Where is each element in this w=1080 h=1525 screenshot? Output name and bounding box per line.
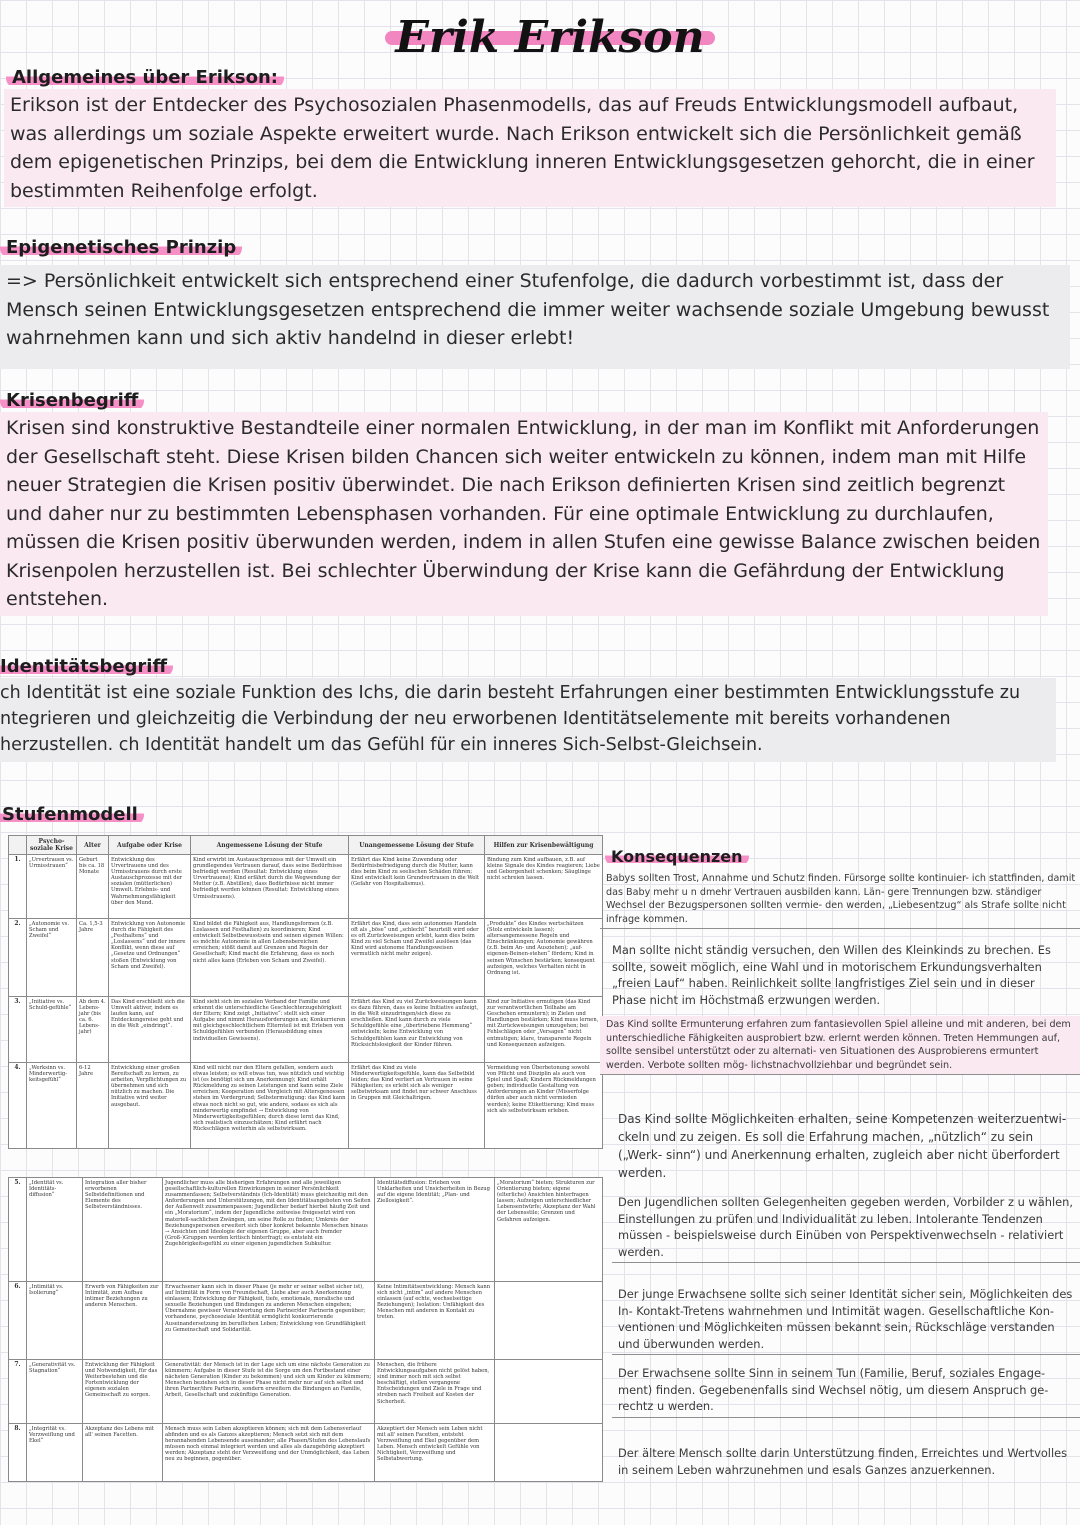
cell-schlecht: Identitätsdiffusion: Erleben von Unklarheiten und Unsicherheiten in Bezug auf die eigene Identität; „Plan- und Ziellosigkeit“. [375,1178,495,1282]
stages-table-lower [8,1177,602,1482]
cell-schlecht: Erfährt das Kind zu viele Minderwertigkeitsgefühle, kann das Selbstbild leiden; das Kind verliert an Vertrauen in seine Fähigkeiten; es erlebt sich als weniger selbstwirksam und findet nur schwer Anschluss in Gruppen mit Gleichaltrigen. [349,1063,485,1149]
table-row [9,1178,603,1282]
paragraph-allgemein: Erikson ist der Entdecker des Psychosozialen Phasenmodells, das auf Freuds Entwicklungsmodell aufbaut, was allerdings um soziale Aspekte erweitert wurde. Nach Erikson entwickelt sich die Persönlichkeit gemäß dem epigenetischen Prinzips, bei dem die Entwicklung inneren Entwicklungsgesetzen gehorcht, die in einer bestimmten Reihenfolge erfolgt. [4,89,1056,207]
cell-krise: „Initiative vs. Schuld-gefühle“ [27,997,77,1063]
cell-alter: Geburt bis ca. 18 Monate [77,855,109,919]
heading-allgemein: Allgemeines über Erikson: [6,67,284,88]
stages-table [8,835,603,1149]
cell-gut: Kind will nicht nur den Eltern gefallen, sondern auch etwas leisten; es will etwas tun, was nützlich und wichtig ist (es benötigt sich um Anerkennung); Kind erhält Rückmeldung zu seinen Leistungen und kann seine Ziele erreichen; Kooperation und Vergleich mit Altersgenossen stehen im Vordergrund; Selbstermutigung: das Kind kann etwas noch nicht so gut, wie andere, sodass es sich als minderwertig empfindet → Entwicklung von Minderwertigkeitsgefühlen; durch diese lernt das Kind, sich realistisch einzuschätzen; Kind erfährt nach Rückschlägen weiterhin als selbstwirksam. [191,1063,349,1149]
cell-hilfe [495,1282,603,1360]
cell-aufgabe: Entwicklung des Urvertrauens und des Urmisstrauens durch erste Austauschprozesse mit der sozialen (mütterlichen) Umwelt. Erlebnis- und Wahrnehmungsfähigkeit über den Mund. [109,855,191,919]
cell-gut: Kind sieht sich im sozialen Verband der Familie und erkennt die unterschiedliche Geschlechterzugehörigkeit der Eltern; Kind zeigt „Initiative“: stellt sich einer Aufgabe und nimmt Herausforderungen an; Konkurrieren mit gleichgeschlechtlichem Elternteil ist mit Erleben von Schuldgefühlen verbunden (Herausbildung eines individuellen Gewissens). [191,997,349,1063]
stages-table-upper [8,835,602,1149]
cell-schlecht: Erfährt das Kind, dass sein autonomes Handeln oft als „böse“ und „schlecht“ beurteilt wird oder es oft Zurückweisungen erlebt, kann dies beim Kind zu viel Scham und Zweifel auslösen (das Kind wird autonome Handlungsweisen vermutlich nicht mehr zeigen). [349,919,485,997]
paragraph-identitaet: ch Identität ist eine soziale Funktion des Ichs, die darin besteht Erfahrungen einer bestimmten Entwicklungsstufe zu ntegrieren und gleichzeitig die Verbindung der neu erworbenen Identitätselemente mit bereits vorhandenen herzustellen. ch Identität handelt um das Gefühl für ein inneres Sich-Selbst-Gleichsein. [0,678,1056,762]
cell-gut: Mensch muss sein Leben akzeptieren können; sich mit dem Lebensverlauf abfinden und es als Ganzes akzeptieren; Mensch setzt sich mit dem herannahenden Lebensende auseinander; alle Phasen/Stufen des Lebenslaufs müssen noch einmal integriert werden und alles als dazugehörig akzeptiert werden; Akzeptanz steht der Verzweiflung und der Unmöglichkeit, das Leben neu zu beginnen, gegenüber. [163,1424,375,1482]
konsequenz-4: Das Kind sollte Möglichkeiten erhalten, seine Kompetenzen weiterzuentwi- ckeln und zu zeigen. Es soll die Erfahrung machen, „nützlich“ zu sein („Werk- sinn“) und Anerkennung erhalten, zugleich aber nicht überfordert werden. [618,1112,1067,1180]
cell-aufgabe: Erwerb von Fähigkeiten zur Intimität, zum Aufbau intimer Beziehungen zu anderen Menschen. [83,1282,163,1360]
cell-hilfe: „Moratorium“ bieten; Strukturen zur Orientierung bieten; eigene (elterliche) Ansichten hinterfragen lassen; Aufzeigen unterschiedlicher Lebensentwürfe; Akzeptanz der Wahl der Lebensstile; Grenzen und Gefahren aufzeigen. [495,1178,603,1282]
paragraph-krise: Krisen sind konstruktive Bestandteile einer normalen Entwicklung, in der man im Konflikt mit Anforderungen der Gesellschaft steht. Diese Krisen bilden Chancen sich weiter entwickeln zu können, indem man mit Hilfe neuer Strategien die Krisen positiv überwindet. Die nach Erikson definierten Krisen sind zeitlich begrenzt und daher nur zu bestimmten Lebensphasen vorhanden. Für eine optimale Entwicklung zu durchlaufen, müssen die Krisen positiv überwunden werden, indem in allen Stufen eine gewisse Balance zwischen beiden Krisenpolen herzustellen ist. Bei schlechter Überwindung der Krise kann die Gefährdung der Entwicklung entstehen. [0,412,1048,616]
header-alter: Alter [77,836,109,855]
cell-krise: „Generativität vs. Stagnation“ [27,1360,83,1424]
cell-hilfe: Kind zur Initiative ermutigen (das Kind zur verantwortlichen Teilhabe am Geschehen ermuntern); in Zielen und Handlungen bestärken; Kind muss lernen, mit Zurückweisungen umzugehen; bei Fehlschlägen oder „Versagen“ nicht entmutigen; klare, transparente Regeln und Konsequenzen aufzeigen. [485,997,603,1063]
cell-krise: „Identität vs. Identitäts-diffusion“ [27,1178,83,1282]
cell-nr: 3. [9,997,27,1063]
cell-hilfe: „Produkte“ des Kindes wertschätzen (Stolz entwickeln lassen); altersangemessene Regeln und Einschränkungen; Autonomie gewähren (z.B. beim An- und Ausziehen); „auf-eigenen-Beinen-stehen“ fördern; Kind in seinen Wünschen bestärken; konsequent aufzeigen, welches Verhalten nicht in Ordnung ist. [485,919,603,997]
heading-krise: Krisenbegriff [0,390,144,411]
cell-aufgabe: Integration aller bisher erworbenen Selbstdefinitionen und Elemente des Selbstverständnisses. [83,1178,163,1282]
cell-alter: Ca. 1,5-3 Jahre [77,919,109,997]
page-title: Erik Erikson [395,12,705,63]
cell-hilfe [495,1424,603,1482]
cell-gut: Kind bildet die Fähigkeit aus, Handlungsformen (z.B. Loslassen und Festhalten) zu koordinieren; Kind entwickelt Selbstbewusstsein und seinen eigenen Willen: es möchte Autonomie in allen Lebensbereichen erreichen; stößt damit auf Grenzen und Regeln der Gesellschaft; Kind macht die Erfahrung, dass es noch nicht alles kann (Erleben von Scham und Zweifel). [191,919,349,997]
table-row [9,855,603,919]
cell-hilfe: Bindung zum Kind aufbauen, z.B. auf kleine Signale des Kindes reagieren; Liebe und Geborgenheit schenken; Säuglinge nicht schreien lassen. [485,855,603,919]
header-gut: Angemessene Lösung der Stufe [191,836,349,855]
cell-nr: 7. [9,1360,27,1424]
table-row [9,1360,603,1424]
header-aufgabe: Aufgabe oder Krise [109,836,191,855]
table-row [9,919,603,997]
heading-epigenetisch: Epigenetisches Prinzip [0,237,242,258]
konsequenz-6: Der junge Erwachsene sollte sich seiner Identität sicher sein, Möglichkeiten des In- Kontakt-Tretens wahrnehmen und Intimität wagen. Gesellschaftliche Kon- ventionen und Möglichkeiten müssen bekannt sein, Rückschläge verstanden und überwunden werden. [612,1284,1080,1355]
header-nr [9,836,27,855]
cell-gut: Kind erwirbt im Austauschprozess mit der Umwelt ein grundlegendes Vertrauen darauf, dass seine Bedürfnisse befriedigt werden (Resultat: Entwicklung eines Urvertrauens); Kind erfährt durch die Wegwendung der Mutter (z.B. Abstillen), dass Bedürfnisse nicht immer befriedigt werden können (Resultat: Entwicklung eines Urmisstrauens). [191,855,349,919]
cell-nr: 1. [9,855,27,919]
konsequenz-3: Das Kind sollte Ermunterung erfahren zum fantasievollen Spiel alleine und mit anderen, bei dem unterschiedliche Fähigkeiten ausprobiert bzw. erlernt werden können. Treten Hemmungen auf, sollte sensibel unterstützt oder zu alternati- ven Situationen des Ausprobierens ermuntert werden. Verbote sollten mög- lichstnachvollziehbar und begründet sein. [600,1016,1080,1075]
konsequenz-2: Man sollte nicht ständig versuchen, den Willen des Kleinkinds zu brechen. Es sollte, soweit möglich, eine Wahl und in motorischem Erkundungsverhalten „freien Lauf“ haben. Reinlichkeit sollte langfristiges Ziel sein und in dieser Phase nicht im Höchstmaß erzwungen werden. [612,943,1051,1007]
konsequenz-1: Babys sollten Trost, Annahme und Schutz finden. Fürsorge sollte kontinuier- ich stattfinden, damit das Baby mehr u n dmehr Vertrauen ausbilden kann. Län- gere Trennungen bzw. ständiger Wechsel der Bezugspersonen sollten vermie- den werden, „Liebesentzug“ als Strafe sollte nicht infrage kommen. [600,870,1080,929]
cell-aufgabe: Entwicklung einer großen Bereitschaft zu lernen, zu arbeiten, Verpflichtungen zu übernehmen und sich nützlich zu machen. Die Initiative wird weiter ausgebaut. [109,1063,191,1149]
heading-identitaet: Identitätsbegriff [0,656,173,677]
table-row [9,1063,603,1149]
table-header-row [9,836,603,855]
cell-hilfe: Vermeidung von Überbetonung sowohl von Pflicht und Disziplin als auch von Spiel und Spaß; Kindern Rückmeldungen geben; individuelle Gestaltung von Anforderungen an Kinder (Misserfolge dürfen aber auch nicht vermieden werden); keine Etikettierung; Kind muss sich als selbstwirksam erleben. [485,1063,603,1149]
heading-konsequenzen: Konsequenzen [605,847,749,866]
cell-schlecht: Erfährt das Kind keine Zuwendung oder Bedürfnisbefriedigung durch die Mutter, kann dies beim Kind zu seelischen Schäden führen; Kind entwickelt kein Grundvertrauen in die Welt (Gefahr von Hospitalismus). [349,855,485,919]
header-schlecht: Unangemessene Lösung der Stufe [349,836,485,855]
cell-gut: Jugendlicher muss alle bisherigen Erfahrungen und alle jeweiligen gesellschaftlich-kulturellen Einwirkungen in seiner Persönlichkeit zusammenfassen; Selbstverständnis (Ich-Identität) muss gleichzeitig mit den Anforderungen und Unterstützungen, mit den Identitätsangeboten von Seiten der Außenwelt zusammenpassen; Jugendlicher bedarf hierbei häufig Zeit und ein „Moratorium“, indem der Jugendliche zeitweise freigesetzt wird von materiell-sachlichen Zwängen, um seine Rolle zu finden; Umkreis der Beziehungspersonen erweitert sich über konkret bekannte Menschen hinaus → Ansichten und Ideologie der eigenen Gruppe, aber auch fremder (Groß-)Gruppen werden kritisch hinterfragt; es entsteht ein Zugehörigkeitsgefühl zu einer eigenen jugendlichen Subkultur. [163,1178,375,1282]
paragraph-epigenetisch: => Persönlichkeit entwickelt sich entsprechend einer Stufenfolge, die dadurch vorbestimmt ist, dass der Mensch seinen Entwicklungsgesetzen entsprechend die immer weiter wachsende soziale Umgebung bewusst wahrnehmen kann und sich aktiv handelnd in dieser erlebt! [0,265,1070,369]
cell-nr: 2. [9,919,27,997]
cell-krise: „Intimität vs. Isolierung“ [27,1282,83,1360]
cell-nr: 5. [9,1178,27,1282]
stages-table-continued [8,1177,603,1482]
cell-aufgabe: Das Kind erschließt sich die Umwelt aktiver, indem es laufen kann, auf Entdeckungsreise geht und in die Welt „eindringt“. [109,997,191,1063]
cell-gut: Erwachsener kann sich in dieser Phase (je mehr er seiner selbst sicher ist), auf Intimität in Form von Freundschaft, Liebe aber auch Anerkennung einlassen; Entwicklung der Fähigkeit, tiefe, emotionale, moralische und sexuelle Beziehungen und Bindungen zu anderen Menschen eingehen; Übernahme gewisser Verantwortung dem Partner/der Partnerin gegenüber; vorhandene, psychosoziale Identität ermöglicht konkurrierende Auseinandersetzung im beruflichen Leben; Entwicklung von Grundfähigkeit zu Gemeinschaft und Solidarität. [163,1282,375,1360]
cell-schlecht: Erfährt das Kind zu viel Zurückweisungen kann es dazu führen, dass es keine Initiative aufzeigt, in die Welt einzudringen/sich diese zu erschließen. Kind kann durch zu viele Schuldgefühle eine „übertriebene Hemmung“ entwickeln; keine Entwicklung von Schuldgefühlen kann zur Entwicklung von Rücksichtslosigkeit der Kinder führen. [349,997,485,1063]
cell-nr: 6. [9,1282,27,1360]
cell-krise: „Autonomie vs. Scham und Zweifel“ [27,919,77,997]
cell-krise: „Werksinn vs. Minderwertig-keitsgefühl“ [27,1063,77,1149]
cell-alter: 6-12 Jahre [77,1063,109,1149]
cell-alter: Ab dem 4. Lebens-jahr (bis ca. 6. Lebens-jahr) [77,997,109,1063]
table-row [9,1424,603,1482]
cell-hilfe [495,1360,603,1424]
cell-schlecht: Menschen, die frühere Entwicklungsaufgaben nicht gelöst haben, sind immer noch mit sich selbst beschäftigt, stellen vergangene Entscheidungen und Ziele in Frage und streben nach Freiheit auf Kosten der Sicherheit. [375,1360,495,1424]
cell-krise: „Urvertrauen vs. Urmisstrauen“ [27,855,77,919]
cell-aufgabe: Akzeptanz des Lebens mit all' seinen Facetten. [83,1424,163,1482]
cell-schlecht: Akzeptiert der Mensch sein Leben nicht mit all' seinen Facetten, entsteht Verzweiflung und Ekel gegenüber dem Leben. Mensch entwickelt Gefühle von Nichtigkeit, Verzweiflung und Selbstabwertung. [375,1424,495,1482]
konsequenz-5: Den Jugendlichen sollten Gelegenheiten gegeben werden, Vorbilder z u wählen, Einstellungen zu prüfen und Individualität zu leben. Intolerante Tendenzen müssen - beispielsweise durch Einüben von Perspektivenwechseln - relativiert werden. [612,1192,1080,1263]
table-row [9,997,603,1063]
table-row [9,1282,603,1360]
konsequenz-7: Der Erwachsene sollte Sinn in seinem Tun (Familie, Beruf, soziales Engage- ment) finden. Gegebenenfalls sind Wechsel nötig, um diesem Anspruch ge- rechtz u werden. [612,1363,1080,1418]
cell-gut: Generativität: der Mensch ist in der Lage sich um eine nächste Generation zu kümmern; Aufgabe in dieser Stufe ist die Sorge um den Fortbestand einer nächsten Generation (Kinder zu bekommen) und sich um Kinder zu kümmern; Menschen beziehen sich in dieser Phase nicht mehr nur auf sich selbst und ihren Partner/ihre Partnerin, sondern erweitern die Bindungen an Familie, Arbeit, Gesellschaft und zukünftige Generation. [163,1360,375,1424]
cell-krise: „Integrität vs. Verzweiflung und Ekel“ [27,1424,83,1482]
header-krise: Psycho-soziale Krise [27,836,77,855]
cell-aufgabe: Entwicklung von Autonomie durch die Fähigkeit des „Festhaltens“ und „Loslassens“ und der innere Konflikt, wenn diese auf „Gesetze und Ordnungen“ stoßen (Entwicklung von Scham und Zweifel). [109,919,191,997]
cell-aufgabe: Entwicklung der Fähigkeit und Notwendigkeit, für das Weiterbestehen und die Fortentwicklung der eigenen sozialen Gemeinschaft zu sorgen. [83,1360,163,1424]
heading-stufenmodell: Stufenmodell [0,804,144,825]
konsequenz-8: Der ältere Mensch sollte darin Unterstützung finden, Erreichtes und Wertvolles in seinem Leben wahrzunehmen und esals Ganzes anzuerkennen. [618,1446,1068,1477]
cell-schlecht: Keine Intimitätsentwicklung: Mensch kann sich nicht „intim“ auf andere Menschen einlassen (auf echte, wechselseitige Beziehungen); Isolation: Unfähigkeit des Menschen mit anderen in Kontakt zu treten. [375,1282,495,1360]
cell-nr: 8. [9,1424,27,1482]
header-hilfe: Hilfen zur Krisenbewältigung [485,836,603,855]
cell-nr: 4. [9,1063,27,1149]
